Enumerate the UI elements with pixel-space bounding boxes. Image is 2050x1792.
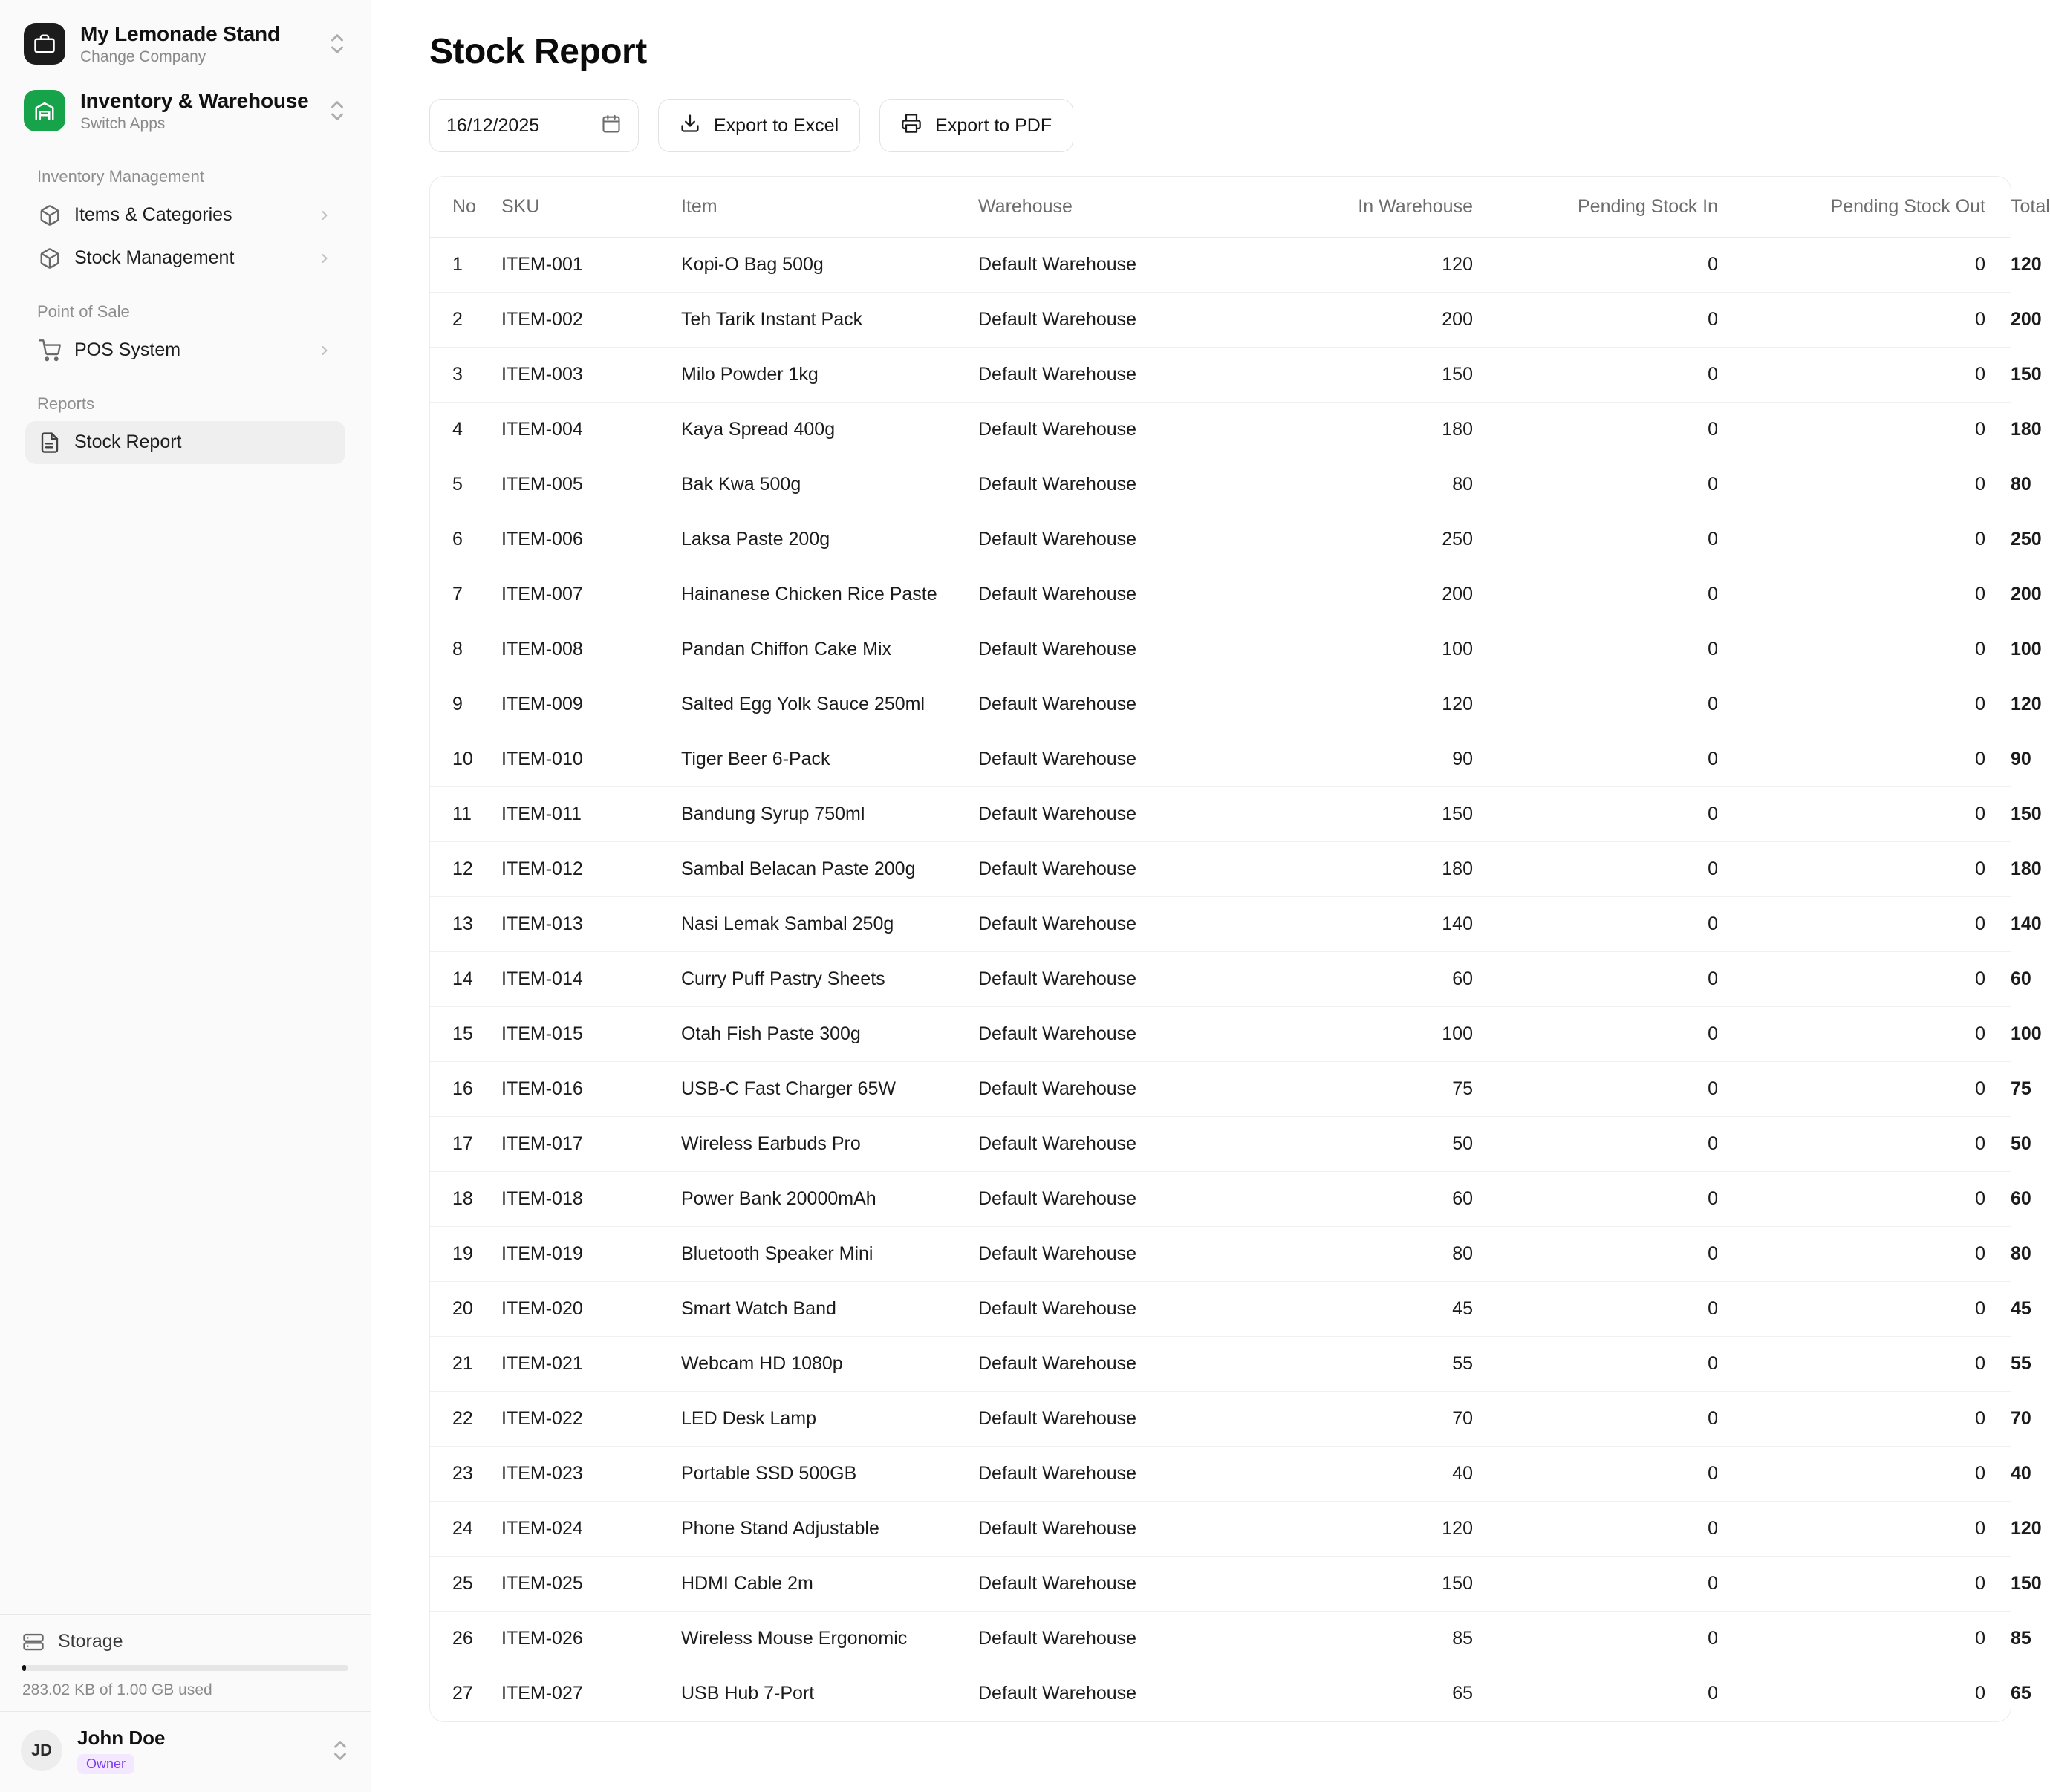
cell-warehouse: Default Warehouse xyxy=(978,732,1268,787)
cell-no: 13 xyxy=(430,897,501,952)
cell-in-warehouse: 250 xyxy=(1268,512,1498,567)
cell-sku: ITEM-027 xyxy=(501,1666,681,1721)
cell-warehouse: Default Warehouse xyxy=(978,1666,1268,1721)
sidebar-item-label: Items & Categories xyxy=(74,204,232,226)
cell-sku: ITEM-003 xyxy=(501,348,681,403)
cell-in-warehouse: 180 xyxy=(1268,403,1498,457)
cell-warehouse: Default Warehouse xyxy=(978,1337,1268,1392)
sidebar-item-stock-management[interactable] xyxy=(25,237,345,280)
cell-item: HDMI Cable 2m xyxy=(681,1557,978,1612)
cell-in-warehouse: 140 xyxy=(1268,897,1498,952)
cell-no: 7 xyxy=(430,567,501,622)
company-name: My Lemonade Stand xyxy=(80,22,280,45)
cell-no: 18 xyxy=(430,1172,501,1227)
cell-pending-out: 0 xyxy=(1743,897,2011,952)
cell-item: Webcam HD 1080p xyxy=(681,1337,978,1392)
cell-warehouse: Default Warehouse xyxy=(978,1282,1268,1337)
report-toolbar xyxy=(429,99,2011,152)
cell-pending-in: 0 xyxy=(1498,677,1743,732)
cell-warehouse: Default Warehouse xyxy=(978,1172,1268,1227)
cell-warehouse: Default Warehouse xyxy=(978,1557,1268,1612)
cell-warehouse: Default Warehouse xyxy=(978,1612,1268,1666)
cell-pending-in: 0 xyxy=(1498,457,1743,512)
cell-sku: ITEM-012 xyxy=(501,842,681,897)
table-header xyxy=(430,177,2050,238)
cell-pending-in: 0 xyxy=(1498,1007,1743,1062)
cell-no: 4 xyxy=(430,403,501,457)
cell-in-warehouse: 150 xyxy=(1268,787,1498,842)
column-header-no: No xyxy=(430,177,501,238)
cell-sku: ITEM-021 xyxy=(501,1337,681,1392)
cell-pending-in: 0 xyxy=(1498,1502,1743,1557)
column-header-pending-stock-out: Pending Stock Out xyxy=(1743,177,2011,238)
cell-in-warehouse: 80 xyxy=(1268,457,1498,512)
cell-pending-in: 0 xyxy=(1498,1337,1743,1392)
cell-no: 12 xyxy=(430,842,501,897)
cell-pending-in: 0 xyxy=(1498,1172,1743,1227)
cell-pending-out: 0 xyxy=(1743,457,2011,512)
cell-no: 27 xyxy=(430,1666,501,1721)
chevron-right-icon xyxy=(317,208,332,223)
cell-no: 3 xyxy=(430,348,501,403)
storage-progress-bar xyxy=(22,1665,348,1671)
download-icon xyxy=(680,113,700,139)
cell-sku: ITEM-011 xyxy=(501,787,681,842)
table-row[interactable]: 24 ITEM-024 Phone Stand Adjustable Default Warehouse 120 0 0 120 xyxy=(430,1502,2011,1557)
table-row[interactable]: 6 ITEM-006 Laksa Paste 200g Default Warehouse 250 0 0 250 xyxy=(430,512,2011,567)
column-header-in-warehouse: In Warehouse xyxy=(1268,177,1498,238)
table-header-row: No SKU Item Warehouse In Warehouse Pending Stock In Pending Stock Out Total xyxy=(430,177,2011,238)
box-icon xyxy=(39,204,61,227)
cell-pending-out: 0 xyxy=(1743,1172,2011,1227)
cell-pending-in: 0 xyxy=(1498,622,1743,677)
cell-item: Kaya Spread 400g xyxy=(681,403,978,457)
cell-warehouse: Default Warehouse xyxy=(978,677,1268,732)
cell-sku: ITEM-010 xyxy=(501,732,681,787)
cell-sku: ITEM-026 xyxy=(501,1612,681,1666)
cell-warehouse: Default Warehouse xyxy=(978,952,1268,1007)
cell-pending-out: 0 xyxy=(1743,1447,2011,1502)
storage-section xyxy=(0,1615,371,1711)
table-row[interactable]: 19 ITEM-019 Bluetooth Speaker Mini Default Warehouse 80 0 0 80 xyxy=(430,1227,2011,1282)
date-value: 16/12/2025 xyxy=(446,114,540,136)
cell-pending-out: 0 xyxy=(1743,1117,2011,1172)
table-row[interactable]: 22 ITEM-022 LED Desk Lamp Default Warehouse 70 0 0 70 xyxy=(430,1392,2011,1447)
avatar: JD xyxy=(21,1730,62,1771)
cell-no: 16 xyxy=(430,1062,501,1117)
cell-warehouse: Default Warehouse xyxy=(978,512,1268,567)
cell-pending-in: 0 xyxy=(1498,732,1743,787)
storage-label: Storage xyxy=(58,1631,123,1652)
cell-warehouse: Default Warehouse xyxy=(978,403,1268,457)
table-body xyxy=(430,238,2042,1721)
cell-in-warehouse: 120 xyxy=(1268,677,1498,732)
cell-pending-out: 0 xyxy=(1743,732,2011,787)
export-to-excel-button[interactable] xyxy=(658,99,860,152)
cell-item: Bluetooth Speaker Mini xyxy=(681,1227,978,1282)
cell-warehouse: Default Warehouse xyxy=(978,897,1268,952)
cell-pending-in: 0 xyxy=(1498,1447,1743,1502)
cell-item: Kopi-O Bag 500g xyxy=(681,238,978,293)
table-row[interactable]: 12 ITEM-012 Sambal Belacan Paste 200g Default Warehouse 180 0 0 180 xyxy=(430,842,2011,897)
table-row[interactable]: 17 ITEM-017 Wireless Earbuds Pro Default Warehouse 50 0 0 50 xyxy=(430,1117,2011,1172)
cell-warehouse: Default Warehouse xyxy=(978,842,1268,897)
table-row[interactable]: 11 ITEM-011 Bandung Syrup 750ml Default Warehouse 150 0 0 150 xyxy=(430,787,2011,842)
cell-warehouse: Default Warehouse xyxy=(978,567,1268,622)
table-row[interactable]: 14 ITEM-014 Curry Puff Pastry Sheets Default Warehouse 60 0 0 60 xyxy=(430,952,2011,1007)
cell-pending-in: 0 xyxy=(1498,1666,1743,1721)
cell-warehouse: Default Warehouse xyxy=(978,1117,1268,1172)
cell-pending-out: 0 xyxy=(1743,1666,2011,1721)
user-name: John Doe xyxy=(77,1726,166,1749)
export-to-pdf-button[interactable] xyxy=(879,99,1073,152)
main-content xyxy=(371,0,2050,1792)
cell-pending-out: 0 xyxy=(1743,622,2011,677)
section-label-reports: Reports xyxy=(37,394,95,413)
export-to-excel-label: Export to Excel xyxy=(714,114,839,136)
cell-no: 8 xyxy=(430,622,501,677)
export-to-pdf-label: Export to PDF xyxy=(935,114,1052,136)
cell-sku: ITEM-002 xyxy=(501,293,681,348)
cell-in-warehouse: 100 xyxy=(1268,622,1498,677)
cell-pending-out: 0 xyxy=(1743,238,2011,293)
table-row[interactable]: 20 ITEM-020 Smart Watch Band Default Warehouse 45 0 0 45 xyxy=(430,1282,2011,1337)
cell-pending-in: 0 xyxy=(1498,952,1743,1007)
cell-sku: ITEM-019 xyxy=(501,1227,681,1282)
sidebar xyxy=(0,0,371,1792)
cell-warehouse: Default Warehouse xyxy=(978,1062,1268,1117)
cell-item: Power Bank 20000mAh xyxy=(681,1172,978,1227)
storage-progress-fill xyxy=(22,1665,26,1671)
cell-item: USB Hub 7-Port xyxy=(681,1666,978,1721)
page-title: Stock Report xyxy=(429,32,647,71)
cell-warehouse: Default Warehouse xyxy=(978,622,1268,677)
cell-no: 14 xyxy=(430,952,501,1007)
cell-pending-out: 0 xyxy=(1743,293,2011,348)
cell-sku: ITEM-022 xyxy=(501,1392,681,1447)
cell-pending-out: 0 xyxy=(1743,677,2011,732)
cell-sku: ITEM-018 xyxy=(501,1172,681,1227)
cell-in-warehouse: 200 xyxy=(1268,293,1498,348)
cell-item: Bak Kwa 500g xyxy=(681,457,978,512)
storage-usage-text: 283.02 KB of 1.00 GB used xyxy=(22,1681,212,1698)
chevron-right-icon xyxy=(317,251,332,266)
cell-pending-out: 0 xyxy=(1743,1392,2011,1447)
calendar-icon xyxy=(601,114,622,138)
cell-in-warehouse: 120 xyxy=(1268,1502,1498,1557)
cell-pending-in: 0 xyxy=(1498,1117,1743,1172)
table-row[interactable]: 25 ITEM-025 HDMI Cable 2m Default Warehouse 150 0 0 150 xyxy=(430,1557,2011,1612)
chevron-updown-icon xyxy=(331,1737,350,1764)
cell-item: Nasi Lemak Sambal 250g xyxy=(681,897,978,952)
cell-pending-in: 0 xyxy=(1498,842,1743,897)
sidebar-item-label: Stock Management xyxy=(74,247,235,269)
cell-in-warehouse: 85 xyxy=(1268,1612,1498,1666)
cell-in-warehouse: 180 xyxy=(1268,842,1498,897)
sidebar-item-items-categories[interactable] xyxy=(25,194,345,237)
table-row[interactable]: 2 ITEM-002 Teh Tarik Instant Pack Default Warehouse 200 0 0 200 xyxy=(430,293,2011,348)
cell-in-warehouse: 200 xyxy=(1268,567,1498,622)
box-icon xyxy=(39,247,61,270)
cell-no: 5 xyxy=(430,457,501,512)
column-header-sku: SKU xyxy=(501,177,681,238)
chevron-updown-icon xyxy=(328,97,347,124)
cell-sku: ITEM-004 xyxy=(501,403,681,457)
cell-pending-out: 0 xyxy=(1743,1557,2011,1612)
storage-icon xyxy=(22,1631,45,1653)
table-row[interactable]: 7 ITEM-007 Hainanese Chicken Rice Paste Default Warehouse 200 0 0 200 xyxy=(430,567,2011,622)
table-row[interactable]: 16 ITEM-016 USB-C Fast Charger 65W Default Warehouse 75 0 0 75 xyxy=(430,1062,2011,1117)
sidebar-item-pos-system[interactable] xyxy=(25,329,345,372)
briefcase-icon xyxy=(24,23,65,65)
cell-sku: ITEM-008 xyxy=(501,622,681,677)
cell-in-warehouse: 45 xyxy=(1268,1282,1498,1337)
cell-sku: ITEM-009 xyxy=(501,677,681,732)
cell-in-warehouse: 80 xyxy=(1268,1227,1498,1282)
cell-sku: ITEM-016 xyxy=(501,1062,681,1117)
stock-report-table xyxy=(429,176,2050,1722)
table-row[interactable]: 5 ITEM-005 Bak Kwa 500g Default Warehouse 80 0 0 80 xyxy=(430,457,2011,512)
cell-item: Teh Tarik Instant Pack xyxy=(681,293,978,348)
app-switcher[interactable] xyxy=(12,77,359,144)
table-row[interactable]: 10 ITEM-010 Tiger Beer 6-Pack Default Warehouse 90 0 0 90 xyxy=(430,732,2011,787)
cell-in-warehouse: 90 xyxy=(1268,732,1498,787)
cell-no: 26 xyxy=(430,1612,501,1666)
cell-no: 23 xyxy=(430,1447,501,1502)
printer-icon xyxy=(901,113,922,139)
cell-item: Tiger Beer 6-Pack xyxy=(681,732,978,787)
cell-item: Bandung Syrup 750ml xyxy=(681,787,978,842)
cell-item: Phone Stand Adjustable xyxy=(681,1502,978,1557)
cell-warehouse: Default Warehouse xyxy=(978,1392,1268,1447)
cell-sku: ITEM-014 xyxy=(501,952,681,1007)
column-header-pending-stock-in: Pending Stock In xyxy=(1498,177,1743,238)
cell-sku: ITEM-017 xyxy=(501,1117,681,1172)
cell-item: Portable SSD 500GB xyxy=(681,1447,978,1502)
change-company-label: Change Company xyxy=(80,48,206,65)
cell-item: Smart Watch Band xyxy=(681,1282,978,1337)
cell-pending-out: 0 xyxy=(1743,1227,2011,1282)
cell-pending-out: 0 xyxy=(1743,403,2011,457)
cell-pending-out: 0 xyxy=(1743,1062,2011,1117)
cell-pending-in: 0 xyxy=(1498,787,1743,842)
app-text xyxy=(80,88,313,134)
cell-pending-out: 0 xyxy=(1743,348,2011,403)
cell-pending-out: 0 xyxy=(1743,1337,2011,1392)
cell-in-warehouse: 55 xyxy=(1268,1337,1498,1392)
cell-sku: ITEM-001 xyxy=(501,238,681,293)
cell-sku: ITEM-013 xyxy=(501,897,681,952)
cell-sku: ITEM-005 xyxy=(501,457,681,512)
cell-warehouse: Default Warehouse xyxy=(978,1447,1268,1502)
cell-pending-out: 0 xyxy=(1743,842,2011,897)
cell-sku: ITEM-007 xyxy=(501,567,681,622)
cell-in-warehouse: 40 xyxy=(1268,1447,1498,1502)
cell-item: LED Desk Lamp xyxy=(681,1392,978,1447)
user-menu[interactable] xyxy=(0,1711,371,1792)
cell-no: 25 xyxy=(430,1557,501,1612)
cell-in-warehouse: 50 xyxy=(1268,1117,1498,1172)
cell-item: Otah Fish Paste 300g xyxy=(681,1007,978,1062)
cell-warehouse: Default Warehouse xyxy=(978,1502,1268,1557)
cell-item: Sambal Belacan Paste 200g xyxy=(681,842,978,897)
table-row[interactable]: 26 ITEM-026 Wireless Mouse Ergonomic Default Warehouse 85 0 0 85 xyxy=(430,1612,2011,1666)
user-text xyxy=(77,1727,316,1774)
cell-item: Hainanese Chicken Rice Paste xyxy=(681,567,978,622)
column-header-item: Item xyxy=(681,177,978,238)
sidebar-footer xyxy=(0,1614,371,1792)
cell-sku: ITEM-006 xyxy=(501,512,681,567)
switch-apps-label: Switch Apps xyxy=(80,115,166,133)
table-row[interactable]: 8 ITEM-008 Pandan Chiffon Cake Mix Default Warehouse 100 0 0 100 xyxy=(430,622,2011,677)
section-label-point-of-sale: Point of Sale xyxy=(37,302,130,321)
cell-pending-out: 0 xyxy=(1743,512,2011,567)
table-row[interactable]: 4 ITEM-004 Kaya Spread 400g Default Warehouse 180 0 0 180 xyxy=(430,403,2011,457)
cell-item: Wireless Mouse Ergonomic xyxy=(681,1612,978,1666)
app-name: Inventory & Warehouse xyxy=(80,89,309,113)
cell-warehouse: Default Warehouse xyxy=(978,238,1268,293)
cell-sku: ITEM-015 xyxy=(501,1007,681,1062)
cell-no: 21 xyxy=(430,1337,501,1392)
cell-pending-in: 0 xyxy=(1498,1062,1743,1117)
cell-in-warehouse: 75 xyxy=(1268,1062,1498,1117)
cell-in-warehouse: 100 xyxy=(1268,1007,1498,1062)
cell-no: 2 xyxy=(430,293,501,348)
warehouse-icon xyxy=(24,90,65,131)
cell-item: Milo Powder 1kg xyxy=(681,348,978,403)
sidebar-item-label: Stock Report xyxy=(74,431,182,453)
cell-in-warehouse: 150 xyxy=(1268,348,1498,403)
cell-pending-out: 0 xyxy=(1743,1007,2011,1062)
cell-warehouse: Default Warehouse xyxy=(978,293,1268,348)
cell-item: USB-C Fast Charger 65W xyxy=(681,1062,978,1117)
cell-warehouse: Default Warehouse xyxy=(978,1007,1268,1062)
cell-no: 24 xyxy=(430,1502,501,1557)
cell-warehouse: Default Warehouse xyxy=(978,787,1268,842)
table-row[interactable]: 18 ITEM-018 Power Bank 20000mAh Default Warehouse 60 0 0 60 xyxy=(430,1172,2011,1227)
cell-in-warehouse: 60 xyxy=(1268,952,1498,1007)
cell-in-warehouse: 65 xyxy=(1268,1666,1498,1721)
cell-pending-out: 0 xyxy=(1743,1502,2011,1557)
sidebar-item-stock-report[interactable] xyxy=(25,421,345,464)
cell-no: 11 xyxy=(430,787,501,842)
cell-pending-out: 0 xyxy=(1743,1612,2011,1666)
cell-sku: ITEM-023 xyxy=(501,1447,681,1502)
cell-item: Salted Egg Yolk Sauce 250ml xyxy=(681,677,978,732)
storage-header xyxy=(22,1631,348,1653)
chevron-right-icon xyxy=(317,343,332,358)
cell-no: 22 xyxy=(430,1392,501,1447)
table-row[interactable]: 3 ITEM-003 Milo Powder 1kg Default Warehouse 150 0 0 150 xyxy=(430,348,2011,403)
date-picker[interactable] xyxy=(429,99,639,152)
cell-sku: ITEM-025 xyxy=(501,1557,681,1612)
cell-pending-in: 0 xyxy=(1498,1392,1743,1447)
cell-pending-out: 0 xyxy=(1743,787,2011,842)
cell-sku: ITEM-024 xyxy=(501,1502,681,1557)
cell-pending-out: 0 xyxy=(1743,952,2011,1007)
table-row[interactable]: 23 ITEM-023 Portable SSD 500GB Default Warehouse 40 0 0 40 xyxy=(430,1447,2011,1502)
cell-pending-in: 0 xyxy=(1498,1227,1743,1282)
document-icon xyxy=(39,431,61,454)
cell-no: 1 xyxy=(430,238,501,293)
status-badge: Owner xyxy=(77,1754,134,1774)
section-label-inventory-management: Inventory Management xyxy=(37,166,205,186)
cell-pending-in: 0 xyxy=(1498,238,1743,293)
sidebar-header xyxy=(0,0,371,464)
cart-icon xyxy=(39,339,61,362)
cell-warehouse: Default Warehouse xyxy=(978,457,1268,512)
cell-in-warehouse: 70 xyxy=(1268,1392,1498,1447)
cell-no: 19 xyxy=(430,1227,501,1282)
table-row[interactable]: 21 ITEM-021 Webcam HD 1080p Default Warehouse 55 0 0 55 xyxy=(430,1337,2011,1392)
stock-table xyxy=(430,177,2050,1721)
chevron-updown-icon xyxy=(328,30,347,57)
cell-item: Curry Puff Pastry Sheets xyxy=(681,952,978,1007)
cell-warehouse: Default Warehouse xyxy=(978,1227,1268,1282)
cell-in-warehouse: 60 xyxy=(1268,1172,1498,1227)
cell-item: Pandan Chiffon Cake Mix xyxy=(681,622,978,677)
cell-item: Wireless Earbuds Pro xyxy=(681,1117,978,1172)
cell-pending-out: 0 xyxy=(1743,1282,2011,1337)
company-text xyxy=(80,21,313,67)
cell-pending-in: 0 xyxy=(1498,897,1743,952)
cell-in-warehouse: 120 xyxy=(1268,238,1498,293)
cell-no: 9 xyxy=(430,677,501,732)
table-row[interactable]: 13 ITEM-013 Nasi Lemak Sambal 250g Default Warehouse 140 0 0 140 xyxy=(430,897,2011,952)
cell-pending-in: 0 xyxy=(1498,1612,1743,1666)
table-row[interactable]: 1 ITEM-001 Kopi-O Bag 500g Default Warehouse 120 0 0 120 xyxy=(430,238,2011,293)
cell-pending-in: 0 xyxy=(1498,293,1743,348)
column-header-warehouse: Warehouse xyxy=(978,177,1268,238)
sidebar-item-label: POS System xyxy=(74,339,181,361)
cell-no: 10 xyxy=(430,732,501,787)
cell-pending-in: 0 xyxy=(1498,567,1743,622)
cell-no: 6 xyxy=(430,512,501,567)
cell-pending-in: 0 xyxy=(1498,512,1743,567)
company-switcher[interactable] xyxy=(12,10,359,77)
cell-pending-in: 0 xyxy=(1498,348,1743,403)
cell-no: 20 xyxy=(430,1282,501,1337)
table-row[interactable]: 15 ITEM-015 Otah Fish Paste 300g Default Warehouse 100 0 0 100 xyxy=(430,1007,2011,1062)
cell-pending-in: 0 xyxy=(1498,1282,1743,1337)
cell-item: Laksa Paste 200g xyxy=(681,512,978,567)
cell-warehouse: Default Warehouse xyxy=(978,348,1268,403)
cell-no: 17 xyxy=(430,1117,501,1172)
cell-pending-out: 0 xyxy=(1743,567,2011,622)
table-row[interactable]: 27 ITEM-027 USB Hub 7-Port Default Warehouse 65 0 0 65 xyxy=(430,1666,2011,1721)
cell-pending-in: 0 xyxy=(1498,1557,1743,1612)
cell-sku: ITEM-020 xyxy=(501,1282,681,1337)
cell-pending-in: 0 xyxy=(1498,403,1743,457)
table-row[interactable]: 9 ITEM-009 Salted Egg Yolk Sauce 250ml Default Warehouse 120 0 0 120 xyxy=(430,677,2011,732)
cell-no: 15 xyxy=(430,1007,501,1062)
cell-in-warehouse: 150 xyxy=(1268,1557,1498,1612)
